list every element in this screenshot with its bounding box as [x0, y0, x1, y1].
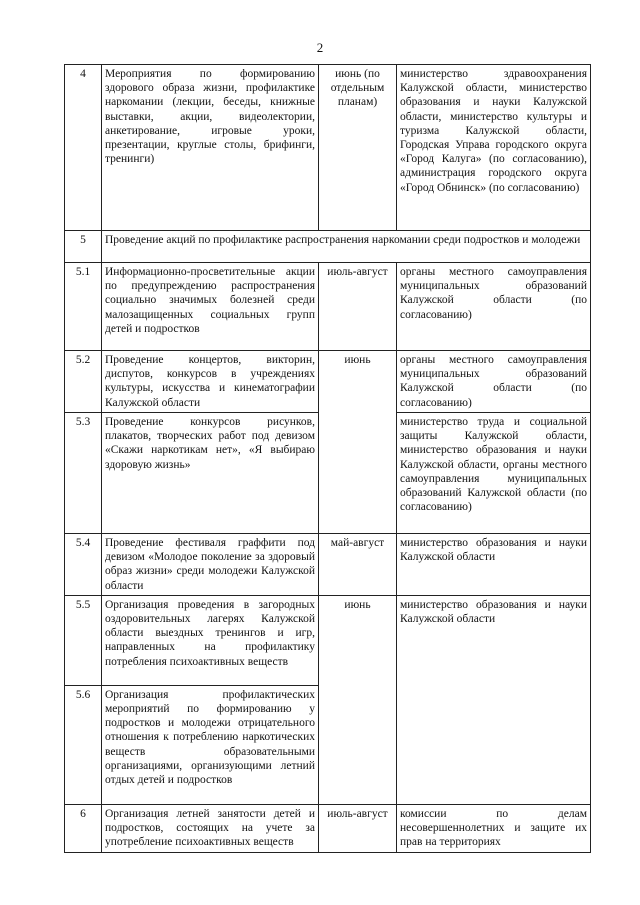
row-number: 5.3	[65, 413, 102, 534]
event-term: июль-август	[319, 263, 397, 351]
row-number: 5.5	[65, 595, 102, 685]
event-term: июнь	[319, 351, 397, 534]
table-row	[65, 263, 591, 351]
row-number: 5.1	[65, 263, 102, 351]
event-term: май-август	[319, 534, 397, 596]
section-heading: Проведение акций по профилактике распространения наркомании среди подростков и молодежи	[102, 231, 591, 263]
event-term: июнь	[319, 595, 397, 804]
event-description: Организация летней занятости детей и подростков, состоящих на учете за употребление психоактивных веществ	[102, 804, 319, 852]
event-description: Организация проведения в загородных оздоровительных лагерях Калужской области выездных тренингов и игр, направленных на профилактику потребления психоактивных веществ	[102, 595, 319, 685]
events-table	[64, 64, 591, 853]
event-description: Проведение конкурсов рисунков, плакатов, творческих работ под девизом «Скажи наркотикам нет», «Я выбираю здоровую жизнь»	[102, 413, 319, 534]
event-description: Проведение фестиваля граффити под девизом «Молодое поколение за здоровый образ жизни» среди молодежи Калужской области	[102, 534, 319, 596]
table-row	[65, 534, 591, 596]
event-term: июль-август	[319, 804, 397, 852]
event-term: июнь (по отдельным планам)	[319, 65, 397, 231]
table-row	[65, 595, 591, 685]
event-description: Мероприятия по формированию здорового образа жизни, профилактике наркомании (лекции, беседы, книжные выставки, акции, видеолектории, анкетирование, игровые уроки, презентации, круглые столы, брифинги, тренинги)	[102, 65, 319, 231]
event-responsible: министерство образования и науки Калужской области	[397, 534, 591, 596]
page-number: 2	[316, 40, 324, 55]
event-description: Организация профилактических мероприятий по формированию у подростков и молодежи отрицательного отношения к потреблению наркотических веществ образовательными организациями, организующими летний отдых детей и подростков	[102, 685, 319, 804]
event-description: Проведение концертов, викторин, диспутов, конкурсов в учреждениях культуры, искусства и кинематографии Калужской области	[102, 351, 319, 413]
row-number: 5.6	[65, 685, 102, 804]
row-number: 5.4	[65, 534, 102, 596]
event-responsible: министерство образования и науки Калужской области	[397, 595, 591, 804]
row-number: 6	[65, 804, 102, 852]
table-row	[65, 65, 591, 231]
event-responsible: органы местного самоуправления муниципальных образований Калужской области (по согласованию)	[397, 263, 591, 351]
table-row	[65, 351, 591, 413]
event-responsible: министерство труда и социальной защиты Калужской области, министерство образования и науки Калужской области, органы местного самоуправления муниципальных образований Калужской области (по согласованию)	[397, 413, 591, 534]
event-description: Информационно-просветительные акции по предупреждению распространения социально значимых болезней среди малозащищенных социальных групп детей и подростков	[102, 263, 319, 351]
event-responsible: комиссии по делам несовершеннолетних и защите их прав на территориях	[397, 804, 591, 852]
table-row	[65, 804, 591, 852]
row-number: 5.2	[65, 351, 102, 413]
row-number: 5	[65, 231, 102, 263]
event-responsible: органы местного самоуправления муниципальных образований Калужской области (по согласованию)	[397, 351, 591, 413]
row-number: 4	[65, 65, 102, 231]
table-row	[65, 231, 591, 263]
event-responsible: министерство здравоохранения Калужской области, министерство образования и науки Калужской области, министерство культуры и туризма Калужской области, Городская Управа городского округа «Город Калуга» (по согласованию), администрация городского округа «Город Обнинск» (по согласованию)	[397, 65, 591, 231]
